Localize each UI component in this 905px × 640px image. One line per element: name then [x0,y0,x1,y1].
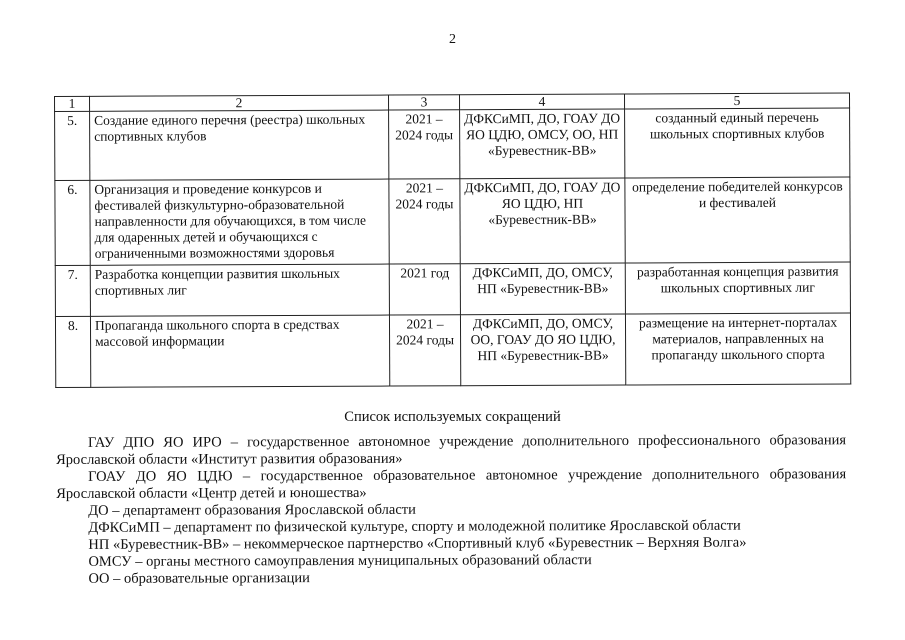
term-cell: 2021 – 2024 годы [389,315,460,386]
column-header-5: 5 [624,93,849,109]
row-number: 5. [55,111,90,180]
abbreviation-item: ОМСУ – органы местного самоуправления муниципальных образований области [88,552,592,570]
result-cell: определение победителей конкурсов и фестивалей [625,177,850,263]
row-number: 6. [55,180,90,265]
abbreviations-list [56,432,847,588]
abbreviation-item: ГОАУ ДО ЯО ЦДЮ – государственное образовательное автономное учреждение дополнительного образования Ярославской области «Центр детей и юношества» [56,466,847,502]
task-cell: Пропаганда школьного спорта в средствах массовой информации [90,315,389,387]
abbreviations-title: Список используемых сокращений [344,409,561,425]
column-header-4: 4 [459,94,624,110]
column-header-1: 1 [55,96,90,111]
executors-cell: ДФКСиМП, ДО, ОМСУ, ОО, ГОАУ ДО ЯО ЦДЮ, НП «Буревестник-ВВ» [460,314,625,386]
abbreviation-item: ДО – департамент образования Ярославской области [88,501,416,519]
activities-table [54,93,851,388]
executors-cell: ДФКСиМП, ДО, ГОАУ ДО ЯО ЦДЮ, ОМСУ, ОО, НП «Буревестник-ВВ» [460,109,625,179]
term-cell: 2021 – 2024 годы [389,179,460,264]
row-number: 7. [55,265,90,316]
task-cell: Разработка концепции развития школьных спортивных лиг [90,264,389,316]
table-row [55,313,850,387]
abbreviation-item: ГАУ ДПО ЯО ИРО – государственное автономное учреждение дополнительного профессионального образования Ярославской области «Институт развития образования» [56,432,847,468]
table-row [55,108,850,180]
table-row [55,177,850,265]
result-cell: разработанная концепция развития школьных спортивных лиг [625,262,850,314]
term-cell: 2021 – 2024 годы [389,110,460,179]
abbreviation-item: ОО – образовательные организации [88,570,310,587]
column-header-3: 3 [388,95,459,110]
term-cell: 2021 год [389,264,460,315]
row-number: 8. [55,316,90,387]
column-header-2: 2 [90,95,389,111]
abbreviation-item: НП «Буревестник-ВВ» – некоммерческое партнерство «Спортивный клуб «Буревестник – Верхняя Волга» [88,534,747,553]
page-number: 2 [449,32,456,47]
task-cell: Создание единого перечня (реестра) школьных спортивных клубов [90,110,389,180]
abbreviation-item: ДФКСиМП – департамент по физической культуре, спорту и молодежной политике Ярославской области [88,517,741,536]
table-row [55,262,850,316]
executors-cell: ДФКСиМП, ДО, ОМСУ, НП «Буревестник-ВВ» [460,263,625,315]
result-cell: размещение на интернет-порталах материалов, направленных на пропаганду школьного спорта [625,313,850,385]
result-cell: созданный единый перечень школьных спортивных клубов [625,108,850,178]
executors-cell: ДФКСиМП, ДО, ГОАУ ДО ЯО ЦДЮ, НП «Буревестник-ВВ» [460,178,625,264]
task-cell: Организация и проведение конкурсов и фестивалей физкультурно-образовательной направленности для обучающихся, в том числе для одаренных детей и обучающихся с ограниченными возможностями здоровья [90,179,389,265]
